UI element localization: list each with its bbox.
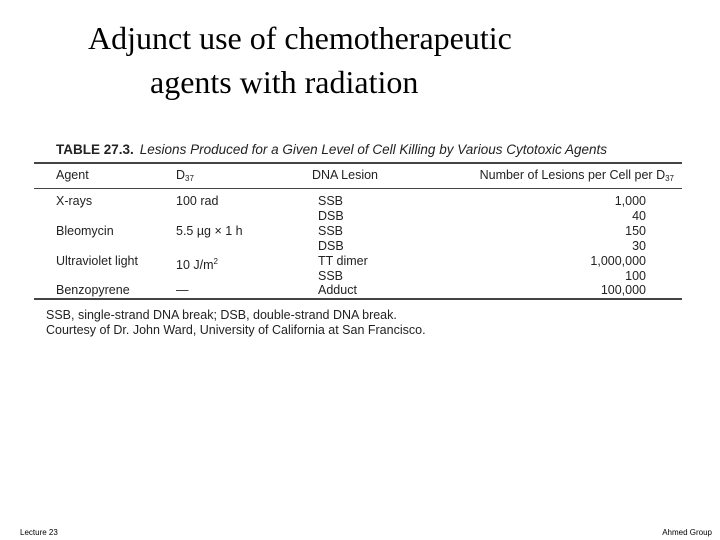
cell-d37: — bbox=[176, 283, 189, 297]
footer-lecture: Lecture 23 bbox=[20, 528, 58, 537]
cell-agent: Benzopyrene bbox=[56, 283, 130, 297]
title-line-1: Adjunct use of chemotherapeutic bbox=[88, 20, 512, 56]
header-agent: Agent bbox=[56, 168, 89, 182]
cell-agent: X-rays bbox=[56, 194, 93, 208]
cell-lesion: DSB bbox=[318, 209, 344, 223]
cell-lesion: SSB bbox=[318, 269, 344, 283]
cell-agent: Bleomycin bbox=[56, 224, 114, 238]
cell-d37: 10 $J/m^2$ bbox=[176, 257, 218, 272]
cell-d37: 5.5 µg × 1 h bbox=[176, 224, 243, 238]
header-dna-lesion: DNA Lesion bbox=[312, 168, 379, 182]
cell-agent: Ultraviolet light bbox=[56, 254, 138, 268]
table-header-rule bbox=[34, 188, 682, 189]
cell-lesion: Adduct bbox=[318, 283, 357, 297]
cell-number: 30 bbox=[632, 239, 646, 253]
table-bottom-rule bbox=[34, 298, 682, 300]
cell-number: 1,000 bbox=[614, 194, 646, 208]
header-d37: $D_{37}$ bbox=[176, 168, 194, 183]
cell-lesion: TT dimer bbox=[318, 254, 368, 268]
title-line-2: agents with radiation bbox=[150, 64, 419, 100]
table-caption-text: Lesions Produced for a Given Level of Cell Killing by Various Cytotoxic Agents bbox=[139, 142, 608, 157]
footnote-line-2: Courtesy of Dr. John Ward, University of California at San Francisco. bbox=[46, 323, 426, 337]
footer-author: Ahmed Group bbox=[662, 528, 712, 537]
cell-number: 100,000 bbox=[600, 283, 646, 297]
cell-lesion: SSB bbox=[318, 224, 344, 238]
table-footnote bbox=[46, 308, 426, 338]
header-number-of-lesions: Number of Lesions per Cell per $D_{37}$ bbox=[479, 168, 674, 183]
footnote-line-1: SSB, single-strand DNA break; DSB, double-strand DNA break. bbox=[46, 308, 397, 322]
cell-lesion: DSB bbox=[318, 239, 344, 253]
cell-d37: 100 rad bbox=[176, 194, 219, 208]
table-top-rule bbox=[34, 162, 682, 164]
cell-number: 40 bbox=[632, 209, 646, 223]
cell-number: 100 bbox=[625, 269, 646, 283]
cell-number: 150 bbox=[625, 224, 646, 238]
cell-number: 1,000,000 bbox=[590, 254, 646, 268]
table-caption bbox=[56, 142, 607, 157]
table-number: TABLE 27.3. bbox=[56, 142, 134, 157]
cell-lesion: SSB bbox=[318, 194, 344, 208]
